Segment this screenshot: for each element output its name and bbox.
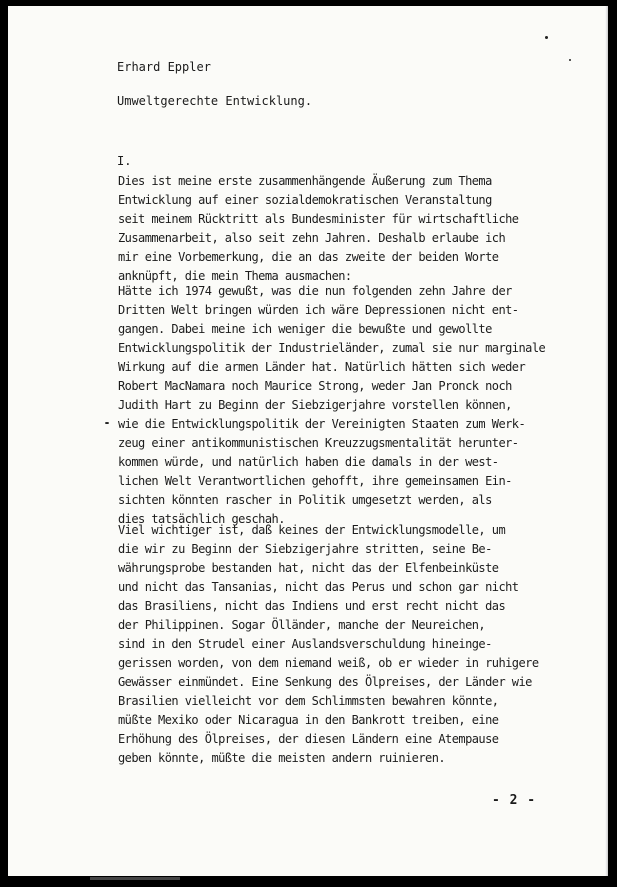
text-line: das Brasiliens, nicht das Indiens und erst recht nicht das (118, 599, 506, 613)
text-line: dies tatsächlich geschah. (118, 512, 285, 526)
text-line: die wir zu Beginn der Siebzigerjahre stritten, seine Be- (118, 542, 492, 556)
document-page (8, 6, 608, 876)
text-line: geben könnte, müßte die meisten andern ruinieren. (118, 751, 446, 765)
paragraph-3 (118, 521, 539, 768)
scan-speck (569, 59, 571, 61)
text-line: Wirkung auf die armen Länder hat. Natürlich hätten sich weder (118, 360, 526, 374)
text-line: Hätte ich 1974 gewußt, was die nun folgenden zehn Jahre der (118, 284, 512, 298)
scan-speck (105, 422, 109, 424)
text-line: kommen würde, und natürlich haben die damals in der west- (118, 455, 499, 469)
text-line: Erhöhung des Ölpreises, der diesen Ländern eine Atempause (118, 732, 499, 746)
text-line: Dies ist meine erste zusammenhängende Äußerung zum Thema (118, 174, 492, 188)
text-line: der Philippinen. Sogar Ölländer, manche der Neureichen, (118, 618, 486, 632)
text-line: wie die Entwicklungspolitik der Vereinigten Staaten zum Werk- (118, 417, 526, 431)
text-line: mir eine Vorbemerkung, die an das zweite der beiden Worte (118, 250, 499, 264)
text-line: zeug einer antikommunistischen Kreuzzugsmentalität herunter- (118, 436, 519, 450)
text-line: Robert MacNamara noch Maurice Strong, weder Jan Pronck noch (118, 379, 512, 393)
text-line: seit meinem Rücktritt als Bundesminister für wirtschaftliche (118, 212, 519, 226)
paragraph-1 (118, 172, 518, 286)
text-line: lichen Welt Verantwortlichen gehofft, ihre gemeinsamen Ein- (118, 474, 512, 488)
text-line: Entwicklungspolitik der Industrieländer, zumal sie nur marginale (118, 341, 546, 355)
text-line: Viel wichtiger ist, daß keines der Entwicklungsmodelle, um (118, 523, 506, 537)
scan-edge-mark (90, 877, 180, 880)
text-line: gerissen worden, von dem niemand weiß, ob er wieder in ruhigere (118, 656, 539, 670)
text-line: anknüpft, die mein Thema ausmachen: (118, 269, 352, 283)
text-line: sind in den Strudel einer Auslandsverschuldung hineinge- (118, 637, 492, 651)
paragraph-2 (118, 282, 545, 529)
text-line: sichten könnten rascher in Politik umgesetzt werden, als (118, 493, 492, 507)
text-line: Zusammenarbeit, also seit zehn Jahren. Deshalb erlaube ich (118, 231, 506, 245)
text-line: Entwicklung auf einer sozialdemokratischen Veranstaltung (118, 193, 492, 207)
text-line: gangen. Dabei meine ich weniger die bewußte und gewollte (118, 322, 492, 336)
author-name: Erhard Eppler (117, 60, 211, 74)
section-heading: I. (117, 154, 132, 168)
text-line: währungsprobe bestanden hat, nicht das der Elfenbeinküste (118, 561, 499, 575)
text-line: müßte Mexiko oder Nicaragua in den Bankrott treiben, eine (118, 713, 499, 727)
text-line: Gewässer einmündet. Eine Senkung des Ölpreises, der Länder wie (118, 675, 532, 689)
text-line: und nicht das Tansanias, nicht das Perus und schon gar nicht (118, 580, 519, 594)
text-line: Brasilien vielleicht vor dem Schlimmsten bewahren könnte, (118, 694, 499, 708)
text-line: Judith Hart zu Beginn der Siebzigerjahre vorstellen können, (118, 398, 512, 412)
text-line: Dritten Welt bringen würden ich wäre Depressionen nicht ent- (118, 303, 519, 317)
page-number: - 2 - (492, 793, 537, 808)
document-title: Umweltgerechte Entwicklung. (117, 94, 313, 108)
scan-speck (545, 36, 548, 39)
